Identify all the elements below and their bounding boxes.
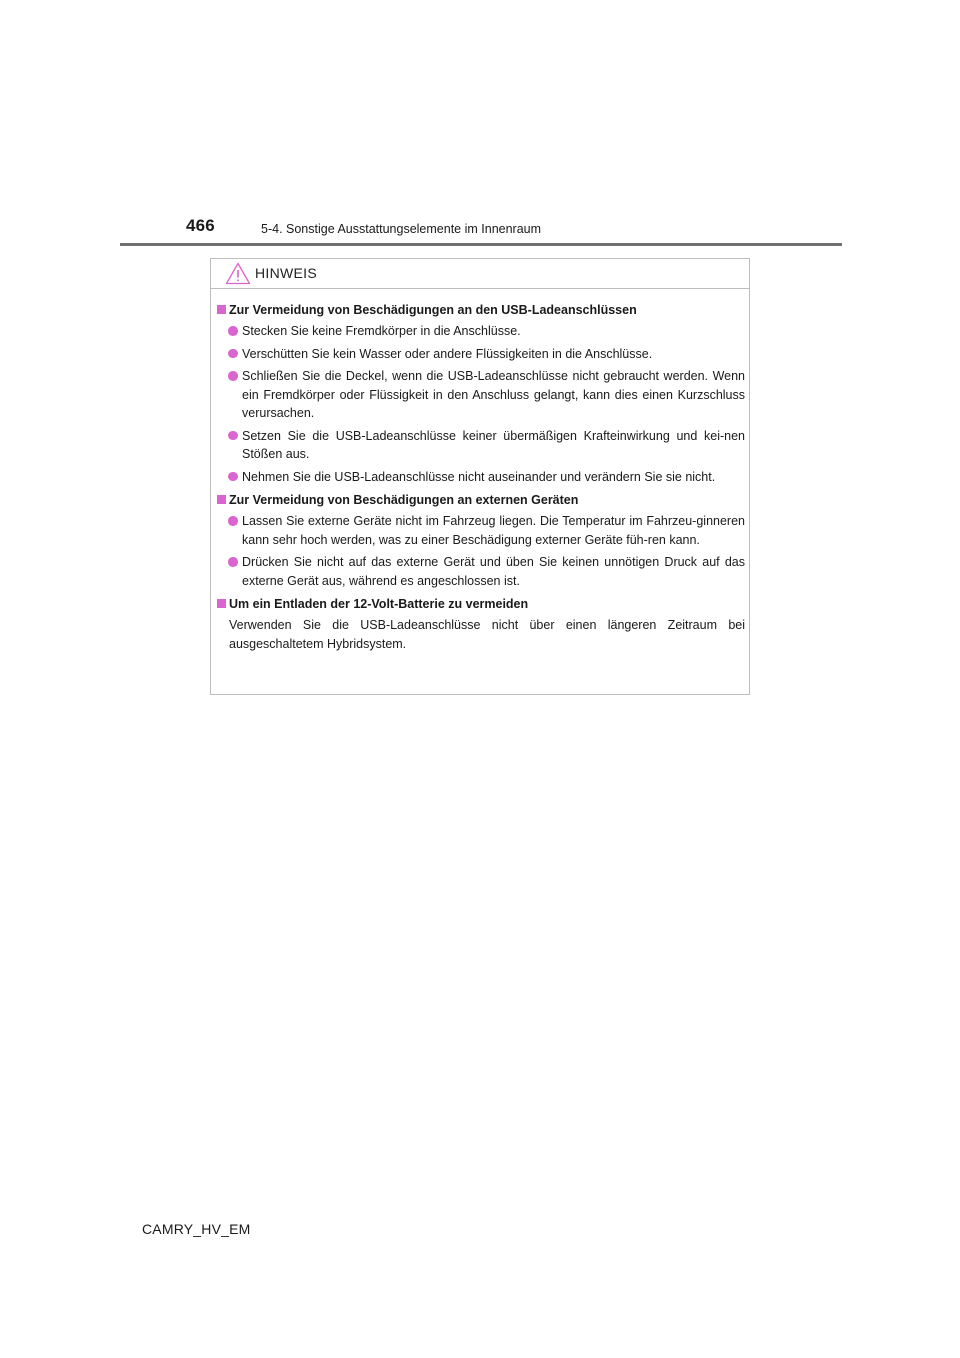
block-text: Verwenden Sie die USB-Ladeanschlüsse nicht über einen längeren Zeitraum bei ausgeschaltetem Hybridsystem.	[229, 618, 745, 651]
square-bullet-icon	[217, 599, 226, 608]
block-usb-ports	[217, 301, 745, 486]
block-battery	[217, 595, 745, 653]
bullet-item: Nehmen Sie die USB-Ladeanschlüsse nicht auseinander und verändern Sie sie nicht.	[217, 468, 745, 487]
section-title: 5-4. Sonstige Ausstattungselemente im Innenraum	[261, 222, 542, 236]
circle-bullet-icon	[228, 472, 238, 482]
bullet-item: Stecken Sie keine Fremdkörper in die Anschlüsse.	[217, 322, 745, 341]
circle-bullet-icon	[228, 349, 238, 359]
circle-bullet-icon	[228, 371, 238, 381]
notice-box	[210, 258, 750, 695]
notice-label: HINWEIS	[255, 265, 317, 281]
circle-bullet-icon	[228, 557, 238, 567]
footer-code: CAMRY_HV_EM	[142, 1221, 251, 1237]
page-number: 466	[186, 216, 215, 235]
bullet-item: Lassen Sie externe Geräte nicht im Fahrzeug liegen. Die Temperatur im Fahrzeu-ginneren kann sehr hoch werden, was zu einer Beschädigung externer Geräte füh-ren kann.	[217, 512, 745, 549]
bullet-item: Verschütten Sie kein Wasser oder andere Flüssigkeiten in die Anschlüsse.	[217, 345, 745, 364]
notice-body	[217, 301, 745, 658]
circle-bullet-icon	[228, 516, 238, 526]
bullet-item: Setzen Sie die USB-Ladeanschlüsse keiner übermäßigen Krafteinwirkung und kei-nen Stößen aus.	[217, 427, 745, 464]
notice-header	[211, 259, 749, 289]
block-external-devices	[217, 491, 745, 590]
circle-bullet-icon	[228, 326, 238, 336]
square-bullet-icon	[217, 495, 226, 504]
square-bullet-icon	[217, 305, 226, 314]
header-rule	[120, 243, 842, 246]
block-heading: Zur Vermeidung von Beschädigungen an externen Geräten	[217, 491, 745, 509]
circle-bullet-icon	[228, 431, 238, 441]
bullet-item: Schließen Sie die Deckel, wenn die USB-Ladeanschlüsse nicht gebraucht werden. Wenn ein Fremdkörper oder Flüssigkeit in den Anschluss gelangt, kann dies einen Kurzschluss verursachen.	[217, 367, 745, 423]
bullet-item: Drücken Sie nicht auf das externe Gerät und üben Sie keinen unnötigen Druck auf das externe Gerät aus, während es angeschlossen ist.	[217, 553, 745, 590]
block-heading: Um ein Entladen der 12-Volt-Batterie zu vermeiden	[217, 595, 745, 613]
block-heading: Zur Vermeidung von Beschädigungen an den USB-Ladeanschlüssen	[217, 301, 745, 319]
warning-triangle-icon	[225, 262, 251, 285]
